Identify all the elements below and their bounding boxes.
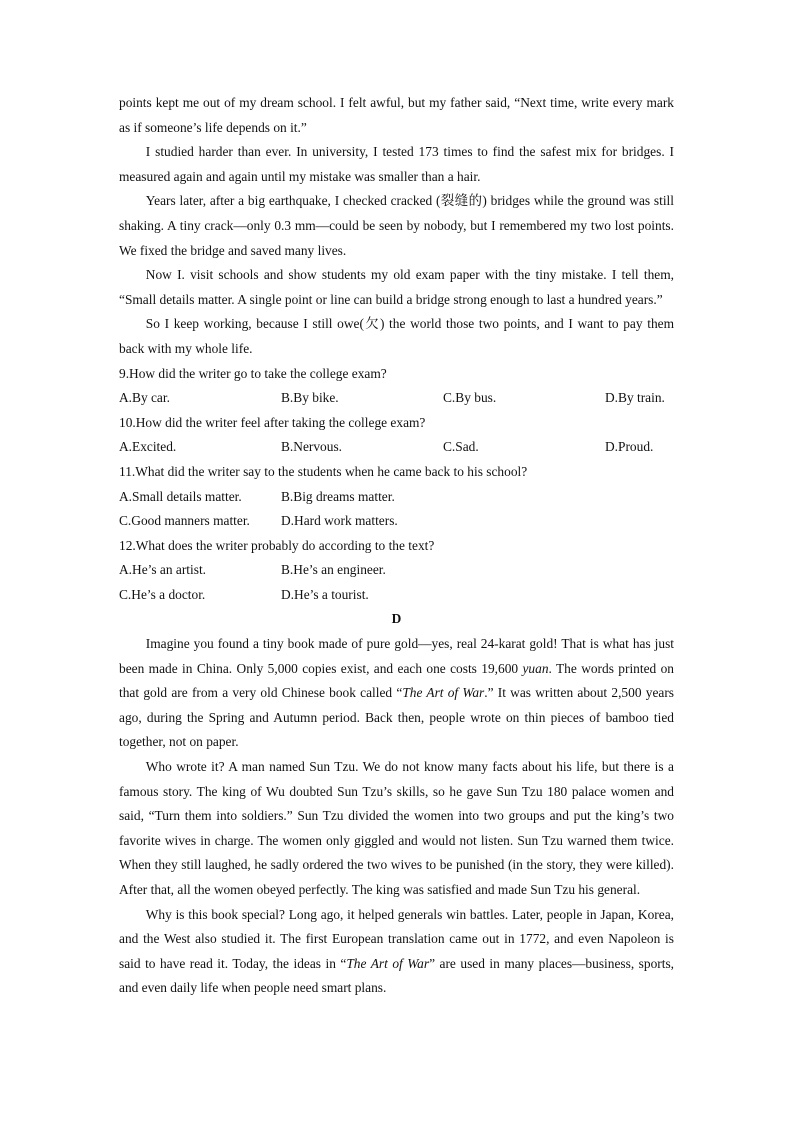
passage-d-paragraph-3 <box>119 903 674 1001</box>
question-12-option-b: B.He’s an engineer. <box>281 562 386 578</box>
passage-c-paragraph-3: Now I. visit schools and show students my old exam paper with the tiny mistake. I tell them, “Small details matter. A single point or line can build a bridge strong enough to last a hundred years.” <box>119 267 674 307</box>
currency-yuan: yuan <box>522 660 549 676</box>
question-11-option-b: B.Big dreams matter. <box>281 488 395 504</box>
question-11-options-row-1 <box>119 485 674 510</box>
question-10-option-d: D.Proud. <box>605 439 654 455</box>
question-12-option-c: C.He’s a doctor. <box>119 586 206 602</box>
question-11-options-row-2 <box>119 509 674 534</box>
question-10-options <box>119 435 674 460</box>
question-12-options-row-1 <box>119 558 674 583</box>
question-11-stem: 11.What did the writer say to the students when he came back to his school? <box>119 463 528 479</box>
question-9-option-c: C.By bus. <box>443 390 497 406</box>
question-9-option-a: A.By car. <box>119 390 170 406</box>
section-d-title: D <box>391 611 402 627</box>
document-page <box>119 91 674 1001</box>
question-10-stem: 10.How did the writer feel after taking the college exam? <box>119 414 426 430</box>
passage-d-p1-part-c: .” It was written about 2,500 years ago, during the Spring and Autumn period. Back then, people wrote on thin pieces of bamboo tied together, not on paper. <box>119 685 675 750</box>
question-9-options <box>119 386 674 411</box>
book-title: The Art of War <box>402 685 485 701</box>
passage-c-paragraph-1: I studied harder than ever. In university, I tested 173 times to find the safest mix for bridges. I measured again and again until my mistake was smaller than a hair. <box>119 144 674 184</box>
passage-c-paragraph-0: points kept me out of my dream school. I felt awful, but my father said, “Next time, write every mark as if someone’s life depends on it.” <box>119 95 674 135</box>
question-12-options-row-2 <box>119 583 674 608</box>
question-10-option-b: B.Nervous. <box>281 439 342 455</box>
question-10-option-c: C.Sad. <box>443 439 479 455</box>
question-12-stem: 12.What does the writer probably do according to the text? <box>119 537 435 553</box>
question-11-option-c: C.Good manners matter. <box>119 513 250 529</box>
question-11-option-d: D.Hard work matters. <box>281 513 398 529</box>
passage-c-paragraph-4: So I keep working, because I still owe(欠) the world those two points, and I want to pay them back with my whole life. <box>119 316 674 356</box>
passage-d-p1-part-a: Imagine you found a tiny book made of pure gold—yes, real 24-karat gold! That is what has just been made in China. Only 5,000 copies exist, and each one costs 19,600 <box>119 636 674 676</box>
question-9-option-d: D.By train. <box>605 390 665 406</box>
passage-c-paragraph-2: Years later, after a big earthquake, I checked cracked (裂缝的) bridges while the ground was still shaking. A tiny crack—only 0.3 mm—could be seen by nobody, but I remembered my two lost points. We fixed the bridge and saved many lives. <box>119 193 674 258</box>
question-11-option-a: A.Small details matter. <box>119 488 242 504</box>
passage-d-paragraph-2: Who wrote it? A man named Sun Tzu. We do not know many facts about his life, but there is a famous story. The king of Wu doubted Sun Tzu’s skills, so he gave Sun Tzu 180 palace women and said, “Turn them into soldiers.” Sun Tzu divided the women into two groups and put the king’s two favorite wives in charge. The women only giggled and would not listen. Sun Tzu warned them twice. When they still laughed, he sadly ordered the two wives to be punished (in the story, they were killed). After that, all the women obeyed perfectly. The king was satisfied and made Sun Tzu his general. <box>119 759 674 897</box>
book-title: The Art of War <box>346 955 430 971</box>
passage-d-p1-part-b: . The words printed on that gold are from a very old Chinese book called “ <box>119 660 674 701</box>
question-9-stem: 9.How did the writer go to take the college exam? <box>119 365 387 381</box>
question-9-option-b: B.By bike. <box>281 390 339 406</box>
question-10-option-a: A.Excited. <box>119 439 177 455</box>
question-12-option-d: D.He’s a tourist. <box>281 586 369 602</box>
question-12-option-a: A.He’s an artist. <box>119 562 207 578</box>
passage-d-p3-part-a: Why is this book special? Long ago, it helped generals win battles. Later, people in Japan, Korea, and the West also studied it. The first European translation came out in 1772, and even Napoleon is said to have read it. Today, the ideas in “ <box>119 906 674 971</box>
passage-d-paragraph-1 <box>119 632 674 755</box>
passage-d-p3-part-b: ” are used in many places—business, sports, and even daily life when people need smart plans. <box>119 955 675 996</box>
